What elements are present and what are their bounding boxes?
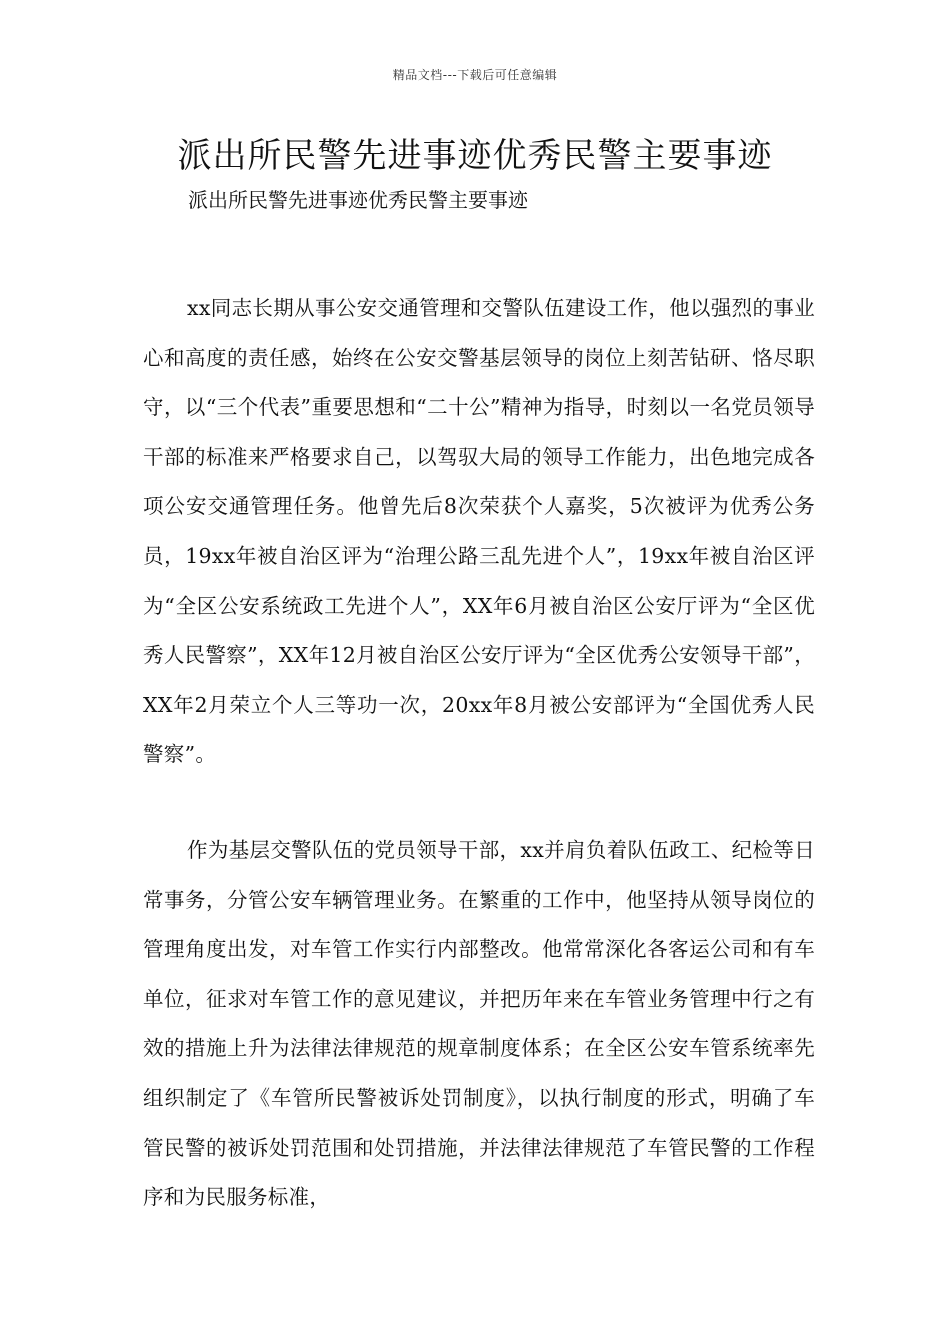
body-paragraph: xx同志长期从事公安交通管理和交警队伍建设工作，他以强烈的事业心和高度的责任感，始终在公安交警基层领导的岗位上刻苦钻研、恪尽职守，以“三个代表”重要思想和“二十公”精神为指导，时刻以一名党员领导干部的标准来严格要求自己，以驾驭大局的领导工作能力，出色地完成各项公安交通管理任务。他曾先后8次荣获个人嘉奖，5次被评为优秀公务员，19xx年被自治区评为“治理公路三乱先进个人”，19xx年被自治区评为“全区公安系统政工先进个人”，XX年6月被自治区公安厅评为“全区优秀人民警察”，XX年12月被自治区公安厅评为“全区优秀公安领导干部”，XX年2月荣立个人三等功一次，20xx年8月被公安部评为“全国优秀人民警察”。 [143,296,815,767]
document-title: 派出所民警先进事迹优秀民警主要事迹 [177,136,773,176]
document-subtitle: 派出所民警先进事迹优秀民警主要事迹 [188,188,528,212]
body-paragraph: 作为基层交警队伍的党员领导干部，xx并肩负着队伍政工、纪检等日常事务，分管公安车辆管理业务。在繁重的工作中，他坚持从领导岗位的管理角度出发，对车管工作实行内部整改。他常常深化各客运公司和有车单位，征求对车管工作的意见建议，并把历年来在车管业务管理中行之有效的措施上升为法律法律规范的规章制度体系；在全区公安车管系统率先组织制定了《车管所民警被诉处罚制度》，以执行制度的形式，明确了车管民警的被诉处罚范围和处罚措施，并法律法律规范了车管民警的工作程序和为民服务标准， [143,838,815,1210]
header-note: 精品文档---下载后可任意编辑 [392,68,558,82]
